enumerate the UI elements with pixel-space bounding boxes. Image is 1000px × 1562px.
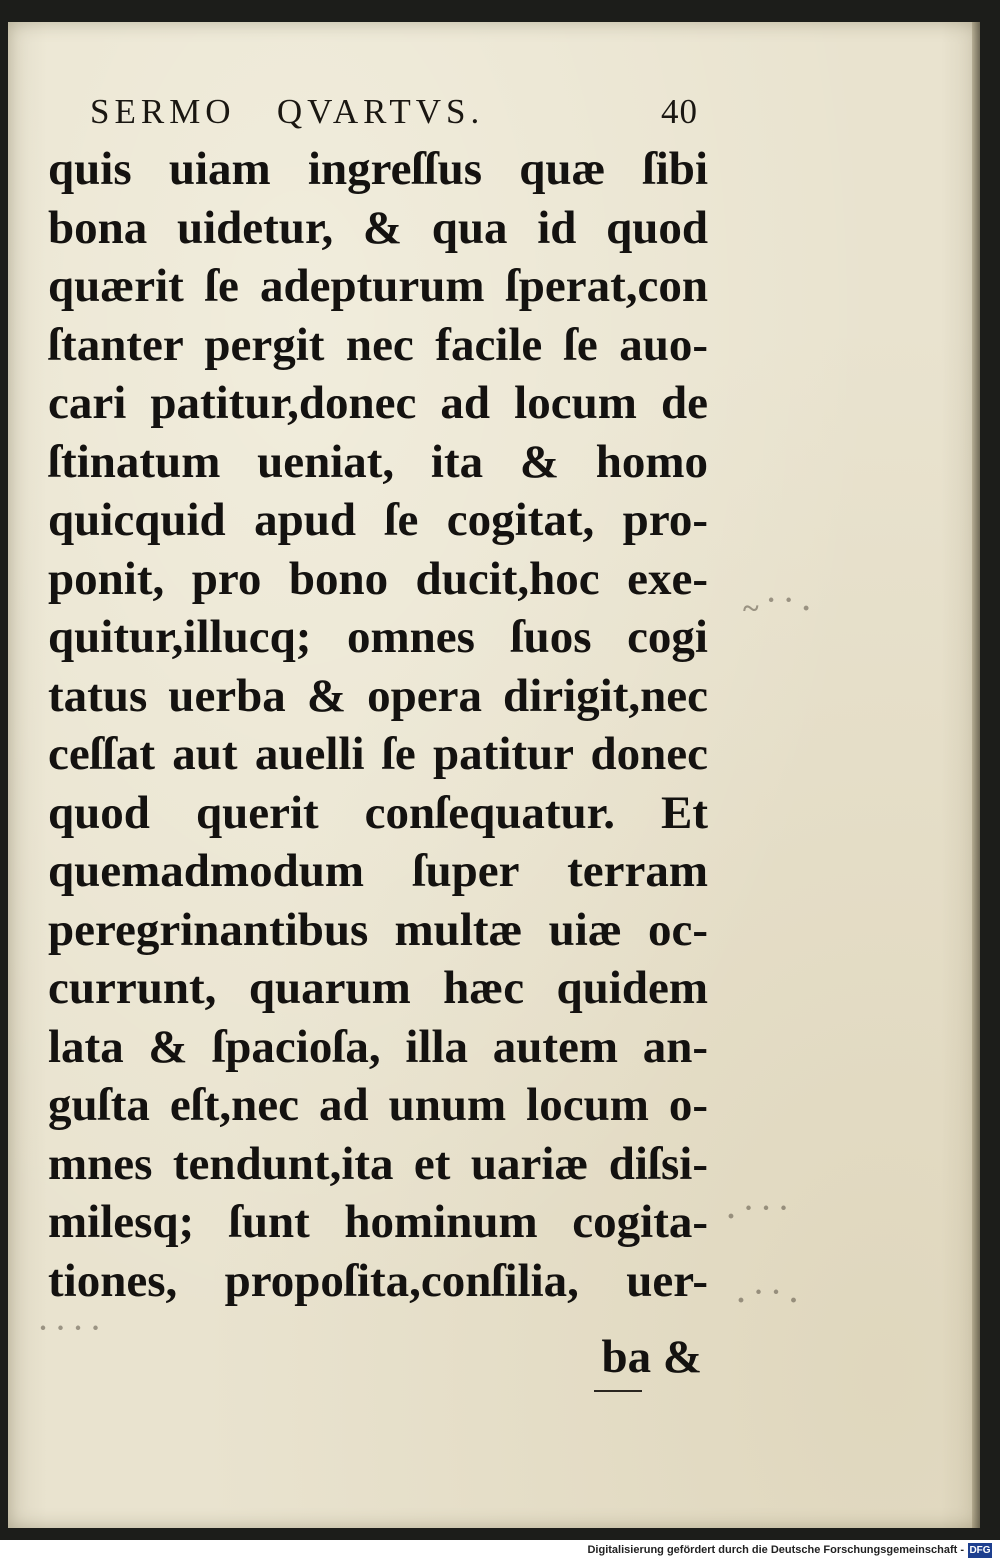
text-line: mnes tendunt,ita et uariæ diſsi- [48, 1137, 708, 1190]
show-through-mark: · ˙ ˙ · [736, 1284, 799, 1317]
funding-credit: Digitalisierung gefördert durch die Deutsche Forschungsgemeinschaft - [587, 1544, 964, 1556]
page-edge [972, 22, 980, 1528]
running-head [86, 90, 706, 134]
show-through-mark: ~ ˙ ˙ · [743, 592, 812, 625]
text-line: ſtinatum ueniat, ita & homo [48, 435, 708, 488]
text-line: quitur,illucq; omnes ſuos cogi [48, 611, 708, 663]
body-text [48, 140, 708, 1310]
catchword: ba & [601, 1331, 702, 1383]
text-line: guſta eſt,nec ad unum locum o- [48, 1079, 708, 1131]
catchword-rule [594, 1390, 642, 1392]
text-line: quicquid apud ſe cogitat, pro- [48, 494, 708, 546]
text-line: tiones, propoſita,conſilia, uer- [48, 1254, 708, 1307]
text-line: quærit ſe adepturum ſperat,con [48, 260, 708, 312]
text-line: bona uidetur, & qua id quod [48, 201, 708, 254]
text-line: quod querit conſequatur. Et [48, 786, 708, 839]
text-line: cari patitur,donec ad locum de [48, 377, 708, 429]
text-line: ponit, pro bono ducit,hoc exe- [48, 552, 708, 605]
footer-bar [0, 1540, 1000, 1562]
page-number: 40 [661, 92, 698, 131]
dfg-logo: DFG [969, 1545, 991, 1556]
text-line: lata & ſpacioſa, illa autem an- [48, 1020, 708, 1073]
show-through-mark: · ˙ ˙ ˙ [726, 1200, 789, 1233]
text-line: ceſſat aut auelli ſe patitur donec [48, 728, 708, 780]
running-title: SERMO QVARTVS. [90, 92, 485, 131]
text-line: peregrinantibus multæ uiæ oc- [48, 903, 708, 956]
book-page [8, 22, 980, 1528]
catchword-row [588, 1330, 708, 1386]
text-line: quemadmodum ſuper terram [48, 845, 708, 897]
text-line: tatus uerba & opera dirigit,nec [48, 669, 708, 722]
show-through-mark: ˙ ˙ ˙ ˙ [38, 1320, 101, 1353]
text-line: ſtanter pergit nec facile ſe auo- [48, 318, 708, 371]
text-line: milesq; ſunt hominum cogita- [48, 1196, 708, 1248]
text-line: quis uiam ingreſſus quæ ſibi [48, 143, 708, 195]
text-line: currunt, quarum hæc quidem [48, 962, 708, 1014]
